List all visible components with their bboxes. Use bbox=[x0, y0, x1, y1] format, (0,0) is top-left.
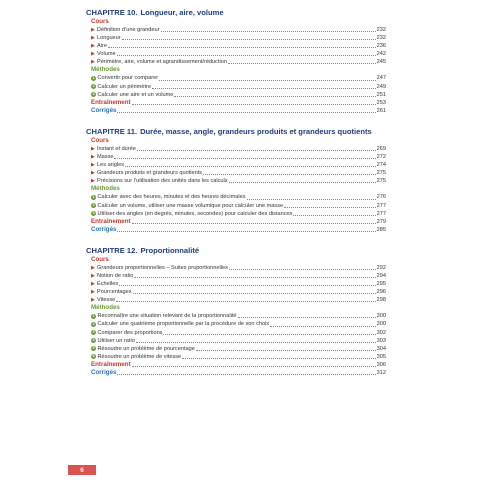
toc-entry-page: 242 bbox=[376, 51, 386, 58]
toc-entry-page: 261 bbox=[376, 107, 386, 114]
dot-leader bbox=[284, 207, 376, 208]
triangle-right-icon: ▶ bbox=[91, 273, 95, 280]
dot-leader bbox=[114, 158, 375, 159]
numbered-circle-icon: 1 bbox=[92, 313, 95, 318]
dot-leader bbox=[117, 55, 376, 56]
toc-entry-page: 274 bbox=[376, 162, 386, 169]
toc-entry[interactable] bbox=[91, 264, 386, 272]
toc-entry-page: 276 bbox=[376, 194, 386, 201]
triangle-right-icon: ▶ bbox=[91, 35, 95, 42]
triangle-right-icon: ▶ bbox=[91, 170, 95, 177]
numbered-circle-icon: 1 bbox=[92, 76, 95, 81]
dot-leader bbox=[174, 96, 375, 97]
numbered-circle-icon: 2 bbox=[92, 203, 95, 208]
chapter-name: Durée, masse, angle, grandeurs produits et grandeurs quotients bbox=[140, 126, 372, 136]
toc-entry-page: 253 bbox=[376, 99, 386, 106]
triangle-right-icon: ▶ bbox=[91, 178, 95, 185]
toc-entry-page: 275 bbox=[376, 170, 386, 177]
toc-entry-entrainement[interactable] bbox=[91, 361, 386, 369]
triangle-right-icon: ▶ bbox=[91, 264, 95, 271]
toc-entry-label: Calculer un périmètre bbox=[97, 83, 151, 90]
toc-entry-label: Calculer un volume, utiliser une masse volumique pour calculer une masse bbox=[97, 202, 284, 209]
toc-entry-page: 294 bbox=[376, 272, 386, 279]
toc-entry[interactable] bbox=[91, 210, 386, 218]
toc-entry-label: Utiliser des angles (en degrés, minutes, secondes) pour calculer des distances bbox=[97, 210, 293, 217]
page-number: 6 bbox=[68, 465, 96, 475]
dot-leader bbox=[152, 88, 376, 89]
numbered-circle-icon: 5 bbox=[92, 346, 95, 351]
corriges-label: Corrigés bbox=[91, 369, 117, 376]
toc-entry[interactable] bbox=[91, 202, 386, 210]
dot-leader bbox=[163, 334, 375, 335]
toc-entry-entrainement[interactable] bbox=[91, 218, 386, 226]
toc-entry[interactable] bbox=[91, 153, 386, 161]
dot-leader bbox=[293, 215, 375, 216]
dot-leader bbox=[119, 285, 376, 286]
chapter-title bbox=[86, 8, 386, 17]
toc-entry[interactable] bbox=[91, 296, 386, 304]
section-methodes-heading: Méthodes bbox=[91, 66, 120, 74]
toc-entry[interactable] bbox=[91, 50, 386, 58]
toc-entry-label: Calculer une quatrième proportionnelle par la procédure de son choix bbox=[97, 321, 270, 328]
dot-leader bbox=[117, 112, 375, 113]
toc-entry[interactable] bbox=[91, 345, 386, 353]
triangle-right-icon: ▶ bbox=[91, 51, 95, 58]
toc-entry[interactable] bbox=[91, 353, 386, 361]
toc-entry[interactable] bbox=[91, 337, 386, 345]
toc-entry[interactable] bbox=[91, 193, 386, 201]
toc-entry-label: Comparer des proportions bbox=[97, 329, 163, 336]
toc-entry-label: Calculer une aire et un volume bbox=[97, 91, 174, 98]
numbered-circle-icon: 3 bbox=[92, 330, 95, 335]
toc-entry-page: 285 bbox=[376, 226, 386, 233]
chapter-number: CHAPITRE 10. bbox=[86, 8, 138, 17]
dot-leader bbox=[137, 150, 376, 151]
entrainement-label: Entraînement bbox=[91, 360, 131, 368]
toc-entry-page: 306 bbox=[376, 361, 386, 368]
toc-entry[interactable] bbox=[91, 42, 386, 50]
toc-entry-label: Notion de ratio bbox=[97, 272, 134, 279]
numbered-circle-icon: 6 bbox=[92, 354, 95, 359]
toc-entry-label: Calculer avec des heures, minutes et des heures décimales bbox=[97, 194, 246, 201]
toc-entry-page: 277 bbox=[376, 202, 386, 209]
toc-entry[interactable] bbox=[91, 288, 386, 296]
dot-leader bbox=[136, 342, 376, 343]
toc-entry[interactable] bbox=[91, 272, 386, 280]
triangle-right-icon: ▶ bbox=[91, 27, 95, 34]
dot-leader bbox=[238, 317, 376, 318]
toc-entry-page: 302 bbox=[376, 329, 386, 336]
section-cours-heading: Cours bbox=[91, 136, 109, 144]
toc-entry[interactable] bbox=[91, 26, 386, 34]
toc-entry-page: 275 bbox=[376, 178, 386, 185]
dot-leader bbox=[203, 174, 376, 175]
section-methodes-heading: Méthodes bbox=[91, 304, 120, 312]
toc-entry-label: Utiliser un ratio bbox=[97, 337, 135, 344]
chapter-block bbox=[86, 8, 386, 115]
chapter-number: CHAPITRE 12. bbox=[86, 245, 138, 255]
dot-leader bbox=[229, 182, 376, 183]
chapter-block bbox=[86, 246, 386, 377]
dot-leader bbox=[182, 358, 376, 359]
dot-leader bbox=[161, 31, 376, 32]
dot-leader bbox=[247, 199, 376, 200]
chapter-title bbox=[86, 246, 386, 255]
triangle-right-icon: ▶ bbox=[91, 154, 95, 161]
dot-leader bbox=[228, 63, 376, 64]
toc-entry[interactable] bbox=[91, 161, 386, 169]
toc-entry-entrainement[interactable] bbox=[91, 99, 386, 107]
dot-leader bbox=[229, 269, 376, 270]
chapter-number: CHAPITRE 11. bbox=[86, 126, 138, 136]
dot-leader bbox=[270, 326, 376, 327]
toc-entry-label: Instant et durée bbox=[97, 145, 136, 152]
toc-entry-label: Reconnaître une situation relevant de la proportionnalité bbox=[97, 313, 237, 320]
toc-entry[interactable] bbox=[91, 280, 386, 288]
toc-entry-label: Longueur bbox=[97, 35, 121, 42]
toc-entry-page: 303 bbox=[376, 337, 386, 344]
triangle-right-icon: ▶ bbox=[91, 59, 95, 66]
toc-entry-page: 249 bbox=[376, 83, 386, 90]
entrainement-label: Entraînement bbox=[91, 98, 131, 106]
dot-leader bbox=[196, 350, 376, 351]
toc-entry-page: 300 bbox=[376, 313, 386, 320]
toc-entry-page: 300 bbox=[376, 321, 386, 328]
toc-entry[interactable] bbox=[91, 312, 386, 320]
toc-entry-page: 269 bbox=[376, 145, 386, 152]
section-methodes-heading: Méthodes bbox=[91, 185, 120, 193]
toc-entry-label: Résoudre un problème de vitesse bbox=[97, 353, 182, 360]
numbered-circle-icon: 2 bbox=[92, 322, 95, 327]
numbered-circle-icon: 3 bbox=[92, 92, 95, 97]
toc-entry-label: Convertir pour comparer bbox=[97, 75, 159, 82]
triangle-right-icon: ▶ bbox=[91, 281, 95, 288]
entrainement-label: Entraînement bbox=[91, 217, 131, 225]
toc-entry-label: Définition d’une grandeur bbox=[97, 27, 160, 33]
triangle-right-icon: ▶ bbox=[91, 289, 95, 296]
toc-entry-page: 304 bbox=[376, 345, 386, 352]
corriges-label: Corrigés bbox=[91, 106, 117, 114]
toc-entry-page: 292 bbox=[376, 264, 386, 271]
dot-leader bbox=[116, 301, 375, 302]
numbered-circle-icon: 4 bbox=[92, 338, 95, 343]
toc-entry-label: Pourcentages bbox=[97, 289, 132, 296]
table-of-contents bbox=[86, 8, 386, 389]
toc-entry-page: 305 bbox=[376, 353, 386, 360]
toc-entry-page: 279 bbox=[376, 218, 386, 225]
toc-entry-page: 272 bbox=[376, 154, 386, 161]
dot-leader bbox=[132, 366, 376, 367]
toc-entry-page: 247 bbox=[376, 75, 386, 82]
section-cours-heading: Cours bbox=[91, 18, 109, 25]
toc-entry-page: 295 bbox=[376, 281, 386, 288]
toc-entry[interactable] bbox=[91, 145, 386, 153]
toc-entry-corriges[interactable] bbox=[91, 226, 386, 234]
toc-entry[interactable] bbox=[91, 320, 386, 328]
dot-leader bbox=[117, 231, 375, 232]
dot-leader bbox=[125, 166, 376, 167]
toc-entry-page: 232 bbox=[376, 27, 386, 33]
toc-entry-page: 277 bbox=[376, 210, 386, 217]
triangle-right-icon: ▶ bbox=[91, 145, 95, 152]
toc-entry[interactable] bbox=[91, 177, 386, 185]
toc-entry-page: 251 bbox=[376, 91, 386, 98]
toc-entry[interactable] bbox=[91, 34, 386, 42]
toc-entry-page: 245 bbox=[376, 59, 386, 66]
toc-entry-label: Vitesse bbox=[97, 297, 116, 304]
dot-leader bbox=[122, 39, 376, 40]
toc-entry[interactable] bbox=[91, 58, 386, 66]
toc-entry-label: Grandeurs produits et grandeurs quotients bbox=[97, 170, 203, 177]
dot-leader bbox=[134, 277, 375, 278]
toc-entry-corriges[interactable] bbox=[91, 369, 386, 377]
toc-entry-label: Grandeurs proportionnelles – Suites proportionnelles bbox=[97, 264, 228, 271]
toc-entry[interactable] bbox=[91, 169, 386, 177]
dot-leader bbox=[132, 104, 376, 105]
numbered-circle-icon: 1 bbox=[92, 195, 95, 199]
triangle-right-icon: ▶ bbox=[91, 43, 95, 50]
chapter-name: Proportionnalité bbox=[140, 245, 200, 255]
toc-entry[interactable] bbox=[91, 91, 386, 99]
chapter-name: Longueur, aire, volume bbox=[140, 8, 224, 17]
corriges-label: Corrigés bbox=[91, 225, 117, 233]
dot-leader bbox=[133, 293, 376, 294]
toc-entry-label: Périmètre, aire, volume et agrandissement/réduction bbox=[97, 59, 227, 66]
dot-leader bbox=[117, 374, 375, 375]
toc-entry-page: 298 bbox=[376, 297, 386, 304]
triangle-right-icon: ▶ bbox=[91, 297, 95, 304]
chapter-block bbox=[86, 127, 386, 234]
dot-leader bbox=[159, 80, 376, 81]
dot-leader bbox=[132, 223, 376, 224]
toc-entry-label: Masse bbox=[97, 154, 114, 161]
toc-entry-corriges[interactable] bbox=[91, 107, 386, 115]
numbered-circle-icon: 3 bbox=[92, 211, 95, 216]
toc-entry-label: Résoudre un problème de pourcentage bbox=[97, 345, 195, 352]
toc-entry-label: Échelles bbox=[97, 281, 119, 288]
toc-entry-page: 296 bbox=[376, 289, 386, 296]
toc-entry[interactable] bbox=[91, 74, 386, 82]
toc-entry-label: Les angles bbox=[97, 162, 125, 169]
toc-entry-label: Précisions sur l’utilisation des unités dans les calculs bbox=[97, 178, 228, 185]
toc-entry[interactable] bbox=[91, 329, 386, 337]
triangle-right-icon: ▶ bbox=[91, 162, 95, 169]
toc-entry[interactable] bbox=[91, 83, 386, 91]
toc-entry-label: Aire bbox=[97, 43, 107, 50]
toc-entry-page: 312 bbox=[376, 370, 386, 376]
toc-entry-page: 236 bbox=[376, 43, 386, 50]
numbered-circle-icon: 2 bbox=[92, 84, 95, 89]
toc-entry-label: Volume bbox=[97, 51, 116, 58]
chapter-title bbox=[86, 127, 386, 136]
section-cours-heading: Cours bbox=[91, 255, 109, 263]
dot-leader bbox=[108, 47, 376, 48]
toc-entry-page: 232 bbox=[376, 35, 386, 42]
